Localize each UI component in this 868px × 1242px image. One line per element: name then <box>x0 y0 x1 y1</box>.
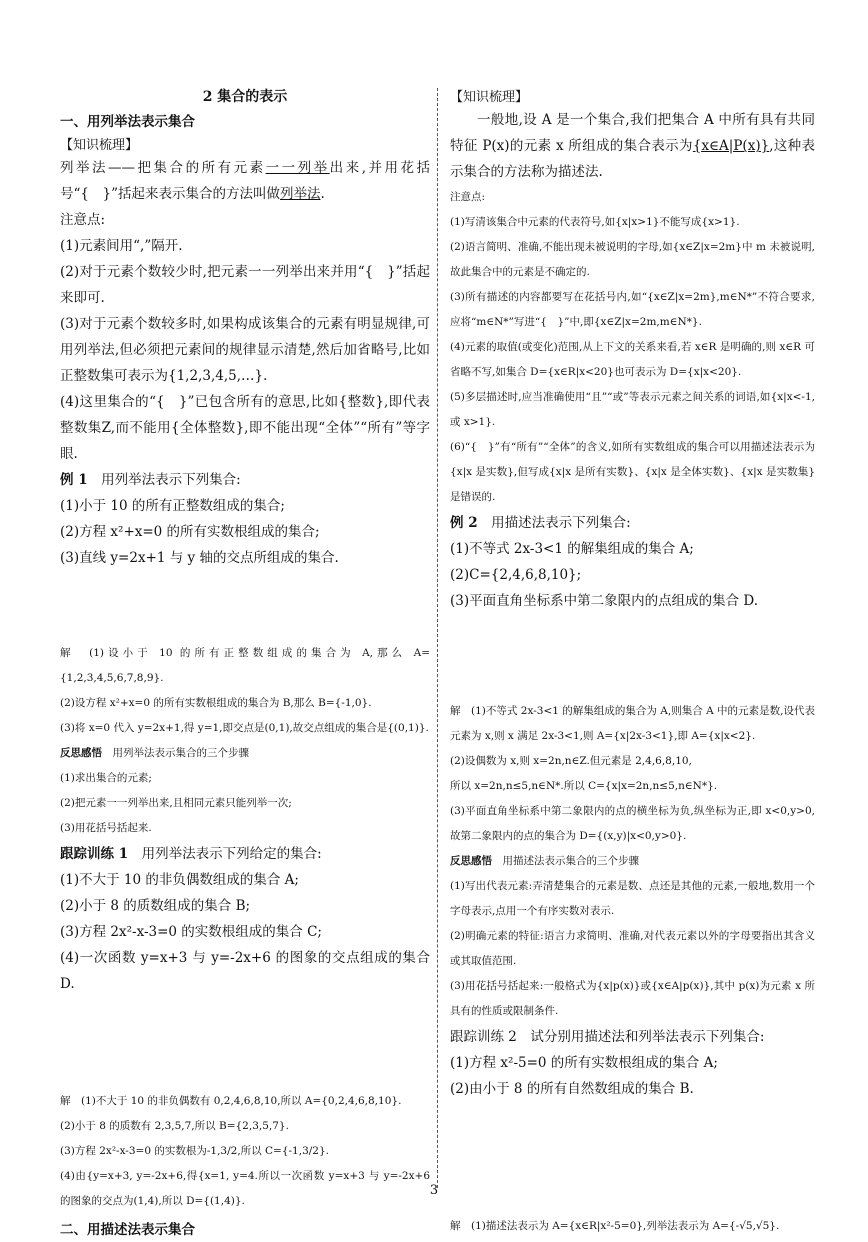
tracking-1-q2: (2)小于 8 的质数组成的集合 B; <box>60 898 251 914</box>
tracking-solution-4: (4)由{y=x+3, y=-2x+6,得{x=1, y=4.所以一次函数 y=x+3 与 y=-2x+6 的图象的交点为(1,4),所以 D={(1,4)}. <box>60 1170 430 1207</box>
section-heading-1: 一、用列举法表示集合 <box>60 114 195 130</box>
tracking-1-q1: (1)不大于 10 的非负偶数组成的集合 A; <box>60 872 299 888</box>
solution-2-line-2: (2)设偶数为 x,则 x=2n,n∈Z.但元素是 2,4,6,8,10, <box>450 755 692 767</box>
example-1-heading <box>60 467 430 493</box>
tracking-text: 试分别用描述法和列举法表示下列集合: <box>530 1029 765 1045</box>
tracking-2-solution: 解 (1)描述法表示为 A={x∈R|x²-5=0},列举法表示为 A={-√5,√5}. <box>450 1220 780 1232</box>
tracking-1-q4: (4)一次函数 y=x+3 与 y=-2x+6 的图象的交点组成的集合 D. <box>60 950 430 992</box>
tracking-1-q3: (3)方程 2x²-x-3=0 的实数根组成的集合 C; <box>60 924 322 940</box>
right-column <box>450 86 815 1239</box>
example-label: 例 2 <box>450 515 478 531</box>
solution-2-line-1: 解 (1)不等式 2x-3<1 的解集组成的集合为 A,则集合 A 中的元素是数,设代表元素为 x,则 x 满足 2x-3<1,则 A={x|2x-3<1},即 A={x|x<2}. <box>450 705 815 742</box>
def-text-2: 出来,并用花括号“{ }”括起来表示集合的方法叫做 <box>60 160 431 202</box>
example-text: 用描述法表示下列集合: <box>491 515 631 531</box>
reflection-heading <box>60 741 430 766</box>
def-text: 列举法——把集合的所有元素 <box>60 160 266 176</box>
note-r3: (3)所有描述的内容都要写在花括号内,如“{x∈Z|x=2m},m∈N*”不符合要求,应将“m∈N*”写进“{ }”中,即{x∈Z|x=2m,m∈N*}. <box>450 291 815 328</box>
reflection-step-3: (3)用花括号括起来. <box>60 822 152 834</box>
tracking-1-heading <box>60 841 430 867</box>
example-2-q3: (3)平面直角坐标系中第二象限内的点组成的集合 D. <box>450 593 759 609</box>
note-r6: (6)“{ }”有“所有”“全体”的含义,如所有实数组成的集合可以用描述法表示为{x|x 是实数},但写成{x|x 是所有实数}、{x|x 是全体实数}、{x|x 是实数集}是错误的. <box>450 441 815 503</box>
note-2: (2)对于元素个数较少时,把元素一一列举出来并用“{ }”括起来即可. <box>60 264 430 306</box>
blank-space <box>60 997 430 1089</box>
solution-1-line-3: (3)将 x=0 代入 y=2x+1,得 y=1,即交点是(0,1),故交点组成的集合是{(0,1)}. <box>60 722 429 734</box>
def-text-3: . <box>320 186 325 202</box>
tracking-solution-1: 解 (1)不大于 10 的非负偶数有 0,2,4,6,8,10,所以 A={0,2,4,6,8,10}. <box>60 1095 402 1107</box>
page-number: 3 <box>429 1183 439 1198</box>
blank-space <box>60 571 430 641</box>
example-2-q2: (2)C={2,4,6,8,10}; <box>450 567 582 583</box>
solution-2-line-3: 所以 x=2n,n≤5,n∈N*.所以 C={x|x=2n,n≤5,n∈N*}. <box>450 780 718 792</box>
def-underline: {x∈A|P(x)} <box>692 138 770 154</box>
section-heading-2: 二、用描述法表示集合 <box>60 1222 195 1238</box>
definition-describe-method <box>450 107 815 185</box>
note-4: (4)这里集合的“{ }”已包含所有的意思,比如{整数},即代表整数集Z,而不能用{全体整数},即不能出现“全体”“所有”等字眼. <box>60 394 430 462</box>
knowledge-tag-2: 【知识梳理】 <box>450 90 529 105</box>
note-3: (3)对于元素个数较多时,如果构成该集合的元素有明显规律,可用列举法,但必须把元素间的规律显示清楚,然后加省略号,比如正整数集可表示为{1,2,3,4,5,…}. <box>60 316 430 384</box>
note-r1: (1)写清该集合中元素的代表符号,如{x|x>1}不能写成{x>1}. <box>450 216 740 228</box>
reflection-r3: (3)用花括号括起来:一般格式为{x|p(x)}或{x∈A|p(x)},其中 p(x)为元素 x 所具有的性质或限制条件. <box>450 980 815 1017</box>
column-divider <box>437 88 438 1188</box>
example-1-q1: (1)小于 10 的所有正整数组成的集合; <box>60 498 285 514</box>
reflection-r2: (2)明确元素的特征:语言力求简明、准确,对代表元素以外的字母要指出其含义或其取值范围. <box>450 930 815 967</box>
example-2-q1: (1)不等式 2x-3<1 的解集组成的集合 A; <box>450 541 694 557</box>
knowledge-tag: 【知识梳理】 <box>60 138 139 153</box>
example-text: 用列举法表示下列集合: <box>101 472 241 488</box>
tracking-solution-2: (2)小于 8 的质数有 2,3,5,7,所以 B={2,3,5,7}. <box>60 1120 289 1132</box>
reflection-label: 反思感悟 <box>60 747 102 759</box>
note-1: (1)元素间用“,”隔开. <box>60 238 183 254</box>
blank-space <box>450 614 815 699</box>
reflection-heading-2 <box>450 849 815 874</box>
example-1-q2: (2)方程 x²+x=0 的所有实数根组成的集合; <box>60 524 320 540</box>
reflection-step-1: (1)求出集合的元素; <box>60 772 152 784</box>
example-label: 例 1 <box>60 472 88 488</box>
tracking-text: 用列举法表示下列给定的集合: <box>141 846 322 862</box>
left-column <box>60 86 430 1242</box>
solution-1-line-1: 解 (1)设小于 10 的所有正整数组成的集合为 A,那么 A={1,2,3,4,5,6,7,8,9}. <box>60 647 430 684</box>
def-text-2: ,这种表示集合的方法称为描述法. <box>450 138 816 180</box>
tracking-2-q2: (2)由小于 8 的所有自然数组成的集合 B. <box>450 1081 694 1097</box>
tracking-2-q1: (1)方程 x²-5=0 的所有实数根组成的集合 A; <box>450 1055 718 1071</box>
tracking-solution-3: (3)方程 2x²-x-3=0 的实数根为-1,3/2,所以 C={-1,3/2}. <box>60 1145 329 1157</box>
reflection-text: 用描述法表示集合的三个步骤 <box>502 855 639 867</box>
def-text: 一般地,设 A 是一个集合,我们把集合 A 中所有具有共同特征 P(x)的元素 x 所组成的集合表示为 <box>450 112 815 154</box>
solution-2-line-4: (3)平面直角坐标系中第二象限内的点的横坐标为负,纵坐标为正,即 x<0,y>0,故第二象限内的点的集合为 D={(x,y)|x<0,y>0}. <box>450 805 815 842</box>
note-r2: (2)语言简明、准确,不能出现未被说明的字母,如{x∈Z|x=2m}中 m 未被说明,故此集合中的元素是不确定的. <box>450 241 815 278</box>
note-r4: (4)元素的取值(或变化)范围,从上下文的关系来看,若 x∈R 是明确的,则 x∈R 可省略不写,如集合 D={x∈R|x<20}也可表示为 D={x|x<20}. <box>450 341 815 378</box>
reflection-label: 反思感悟 <box>450 855 492 867</box>
notes-heading: 注意点: <box>60 212 106 228</box>
page-title: 2 集合的表示 <box>202 89 288 105</box>
tracking-2-heading <box>450 1024 815 1050</box>
definition-list-method <box>60 155 430 207</box>
note-r5: (5)多层描述时,应当准确使用“且”“或”等表示元素之间关系的词语,如{x|x<-1,或 x>1}. <box>450 391 815 428</box>
reflection-r1: (1)写出代表元素:弄清楚集合的元素是数、点还是其他的元素,一般地,数用一个字母表示,点用一个有序实数对表示. <box>450 880 815 917</box>
solution-1-line-2: (2)设方程 x²+x=0 的所有实数根组成的集合为 B,那么 B={-1,0}. <box>60 697 372 709</box>
example-1-q3: (3)直线 y=2x+1 与 y 轴的交点所组成的集合. <box>60 550 339 566</box>
def-underline-1: 一一列举 <box>265 160 330 176</box>
notes-heading-2: 注意点: <box>450 191 486 203</box>
reflection-step-2: (2)把元素一一列举出来,且相同元素只能列举一次; <box>60 797 292 809</box>
example-2-heading <box>450 510 815 536</box>
tracking-label: 跟踪训练 1 <box>60 846 129 862</box>
tracking-label: 跟踪训练 2 <box>450 1029 517 1045</box>
def-underline-2: 列举法 <box>279 186 321 202</box>
reflection-text: 用列举法表示集合的三个步骤 <box>112 747 249 759</box>
